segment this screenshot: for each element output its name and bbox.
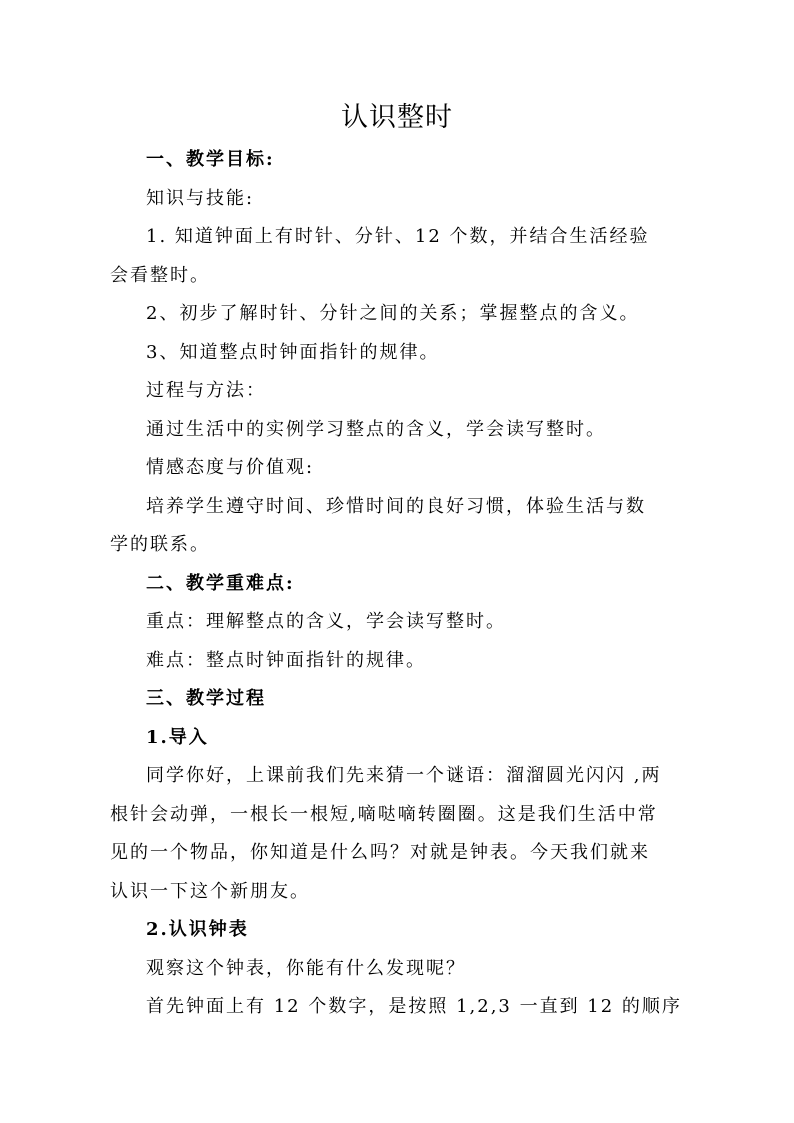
paragraph-line: 学的联系。 — [110, 534, 210, 555]
paragraph-line: 培养学生遵守时间、珍惜时间的良好习惯，体验生活与数 — [146, 495, 646, 517]
paragraph-line: 知识与技能: — [146, 187, 255, 209]
document-body — [110, 141, 690, 1027]
paragraph-line: 过程与方法： — [146, 380, 266, 401]
paragraph-line: 2、初步了解时针、分针之间的关系；掌握整点的含义。 — [146, 303, 640, 324]
paragraph-line: 认识一下这个新朋友。 — [110, 880, 310, 902]
paragraph-line: 重点：理解整点的含义，学会读写整时。 — [146, 611, 506, 632]
paragraph-line: 同学你好，上课前我们先来猜一个谜语：溜溜圆光闪闪 ,两 — [146, 765, 662, 786]
document-title: 认识整时 — [341, 102, 453, 133]
paragraph-line: 观察这个钟表，你能有什么发现呢？ — [146, 957, 466, 979]
section-heading: 三、教学过程 — [146, 688, 266, 709]
section-heading: 1.导入 — [146, 726, 209, 748]
paragraph-line: 难点：整点时钟面指针的规律。 — [146, 649, 426, 671]
paragraph-line: 根针会动弹，一根长一根短,嘀哒嘀转圈圈。这是我们生活中常 — [110, 803, 658, 825]
section-heading: 2.认识钟表 — [146, 919, 249, 940]
paragraph-line: 1. 知道钟面上有时针、分针、12 个数，并结合生活经验 — [146, 226, 650, 247]
paragraph-line: 情感态度与价值观: — [146, 457, 315, 478]
paragraph-line: 通过生活中的实例学习整点的含义，学会读写整时。 — [146, 418, 606, 440]
paragraph-line: 3、知道整点时钟面指针的规律。 — [146, 341, 440, 363]
paragraph-line: 会看整时。 — [110, 264, 210, 286]
paragraph-line: 见的一个物品，你知道是什么吗？对就是钟表。今天我们就来 — [110, 842, 650, 863]
paragraph-line: 首先钟面上有 12 个数字，是按照 1,2,3 一直到 12 的顺序 — [146, 996, 682, 1017]
section-heading: 一、教学目标: — [146, 149, 275, 170]
section-heading: 二、教学重难点: — [146, 572, 295, 594]
